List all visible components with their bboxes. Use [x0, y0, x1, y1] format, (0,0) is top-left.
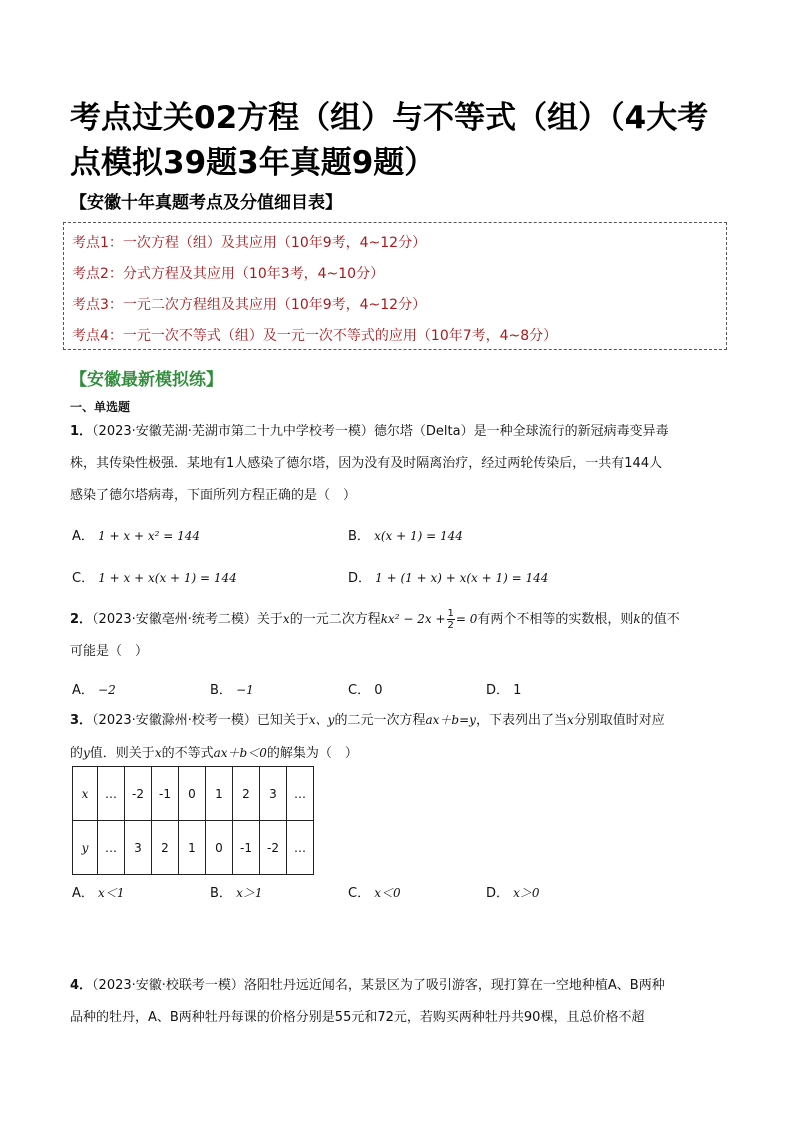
- table-cell: 2: [233, 767, 260, 821]
- option-text: x＞0: [513, 886, 540, 900]
- q1-option-b[interactable]: [348, 525, 463, 544]
- question-4: [70, 970, 725, 1034]
- question-2-text: 的值不: [640, 612, 680, 627]
- toc-heading: 【安徽十年真题考点及分值细目表】: [70, 193, 342, 213]
- option-text: 1: [513, 683, 522, 698]
- table-cell: 0: [206, 821, 233, 875]
- fraction-denominator: 2: [447, 620, 454, 631]
- question-number: 1．: [70, 424, 93, 439]
- equation-right: = 0: [455, 612, 478, 626]
- option-label: C．: [72, 571, 95, 586]
- table-cell: …: [287, 821, 314, 875]
- var-k: k: [633, 612, 641, 626]
- var-y: y: [83, 746, 90, 760]
- vars-xy: x、y: [308, 713, 335, 727]
- question-3-line-1: [70, 704, 725, 737]
- table-cell: 3: [260, 767, 287, 821]
- option-text: 1 + (1 + x) + x(x + 1) = 144: [375, 571, 549, 585]
- option-text: −2: [98, 683, 116, 697]
- question-1: [70, 416, 725, 512]
- table-cell: -1: [233, 821, 260, 875]
- option-text: x＜1: [98, 886, 125, 900]
- table-cell: 1: [179, 821, 206, 875]
- table-cell: 2: [152, 821, 179, 875]
- option-text: x＞1: [236, 886, 263, 900]
- question-3-text: 的不等式: [161, 746, 214, 761]
- table-header-y: y: [73, 821, 98, 875]
- q1-option-d[interactable]: [348, 567, 548, 586]
- option-text: −1: [236, 683, 254, 697]
- question-4-line-1: [70, 970, 725, 1002]
- q2-option-b[interactable]: [210, 679, 254, 698]
- table-cell: …: [287, 767, 314, 821]
- fraction-one-half: [447, 608, 455, 631]
- question-2-text: 有两个不相等的实数根，则: [477, 612, 634, 627]
- table-cell: …: [98, 767, 125, 821]
- q2-option-c[interactable]: [348, 679, 383, 698]
- question-4-text: （2023·安徽·校联考一模）洛阳牡丹远近闻名，某景区为了吸引游客，现打算在一空地种植A、B两种: [92, 978, 665, 993]
- q3-option-c[interactable]: [348, 882, 401, 901]
- equation: ax＋b=y: [425, 713, 476, 727]
- question-3-text: 值．则关于: [89, 746, 155, 761]
- q3-option-a[interactable]: [72, 882, 124, 901]
- q1-option-a[interactable]: [72, 525, 200, 544]
- equation-left: kx² − 2x +: [380, 612, 446, 626]
- table-cell: …: [98, 821, 125, 875]
- table-cell: -1: [152, 767, 179, 821]
- option-label: C．: [348, 886, 371, 901]
- var-x: x: [154, 746, 162, 760]
- subsection-heading: 一、单选题: [70, 400, 131, 414]
- q2-option-a[interactable]: [72, 679, 116, 698]
- toc-box: [63, 222, 727, 350]
- table-row: [73, 821, 314, 875]
- fraction-numerator: 1: [447, 608, 454, 619]
- option-text: x＜0: [374, 886, 401, 900]
- question-number: 4．: [70, 978, 93, 993]
- option-label: D．: [486, 683, 510, 698]
- option-label: A．: [72, 529, 94, 544]
- table-cell: -2: [260, 821, 287, 875]
- section-heading: 【安徽最新模拟练】: [70, 370, 223, 390]
- option-label: A．: [72, 683, 94, 698]
- question-1-line-3: 感染了德尔塔病毒，下面所列方程正确的是（ ）: [70, 488, 357, 503]
- table-cell: 0: [179, 767, 206, 821]
- option-text: x(x + 1) = 144: [374, 529, 463, 543]
- question-2-line-2: 可能是（ ）: [70, 644, 149, 659]
- question-3-text: 的二元一次方程: [334, 713, 426, 728]
- inequality: ax＋b＜0: [213, 746, 267, 760]
- question-2-text: （2023·安徽亳州·统考二模）关于: [92, 612, 283, 627]
- question-3-text: 的解集为（ ）: [266, 746, 358, 761]
- option-label: C．: [348, 683, 371, 698]
- option-label: B．: [210, 683, 232, 698]
- question-3: [70, 704, 725, 770]
- q3-option-d[interactable]: [486, 882, 540, 901]
- toc-item-4: 考点4：一元一次不等式（组）及一元一次不等式的应用（10年7考，4~8分）: [72, 328, 558, 344]
- question-2-line-1: [70, 603, 725, 636]
- option-text: 1 + x + x² = 144: [98, 529, 200, 543]
- var-x: x: [282, 612, 290, 626]
- option-label: A．: [72, 886, 94, 901]
- question-3-text: 分别取值时对应: [573, 713, 665, 728]
- question-number: 2．: [70, 612, 93, 627]
- question-1-line-2: 株，其传染性极强．某地有1人感染了德尔塔，因为没有及时隔离治疗，经过两轮传染后，一共有144人: [70, 456, 663, 471]
- question-1-text: （2023·安徽芜湖·芜湖市第二十九中学校考一模）德尔塔（Delta）是一种全球流行的新冠病毒变异毒: [92, 424, 669, 439]
- option-label: B．: [348, 529, 370, 544]
- table-row: [73, 767, 314, 821]
- table-header-x: x: [73, 767, 98, 821]
- question-2: [70, 603, 725, 668]
- table-cell: -2: [125, 767, 152, 821]
- q1-option-c[interactable]: [72, 567, 237, 586]
- question-4-line-2: 品种的牡丹，A、B两种牡丹每课的价格分别是55元和72元，若购买两种牡丹共90棵，且总价格不超: [70, 1010, 645, 1025]
- toc-item-2: 考点2：分式方程及其应用（10年3考，4~10分）: [72, 266, 385, 282]
- question-1-line-1: [70, 416, 725, 448]
- question-number: 3．: [70, 713, 93, 728]
- var-x: x: [566, 713, 574, 727]
- question-3-text: ，下表列出了当: [475, 713, 567, 728]
- table-cell: 3: [125, 821, 152, 875]
- value-table: [72, 766, 314, 875]
- option-label: D．: [486, 886, 510, 901]
- question-3-text: 的: [70, 746, 84, 761]
- toc-item-1: 考点1：一次方程（组）及其应用（10年9考，4~12分）: [72, 235, 427, 251]
- question-3-text: （2023·安徽滁州·校考一模）已知关于: [92, 713, 309, 728]
- q3-option-b[interactable]: [210, 882, 262, 901]
- page-title: 考点过关02方程（组）与不等式（组）（4大考点模拟39题3年真题9题）: [70, 100, 709, 181]
- option-text: 1 + x + x(x + 1) = 144: [98, 571, 237, 585]
- toc-item-3: 考点3：一元二次方程组及其应用（10年9考，4~12分）: [72, 297, 427, 313]
- q2-option-d[interactable]: [486, 679, 521, 698]
- question-2-text: 的一元二次方程: [289, 612, 381, 627]
- table-cell: 1: [206, 767, 233, 821]
- option-text: 0: [374, 683, 383, 698]
- option-label: B．: [210, 886, 232, 901]
- option-label: D．: [348, 571, 372, 586]
